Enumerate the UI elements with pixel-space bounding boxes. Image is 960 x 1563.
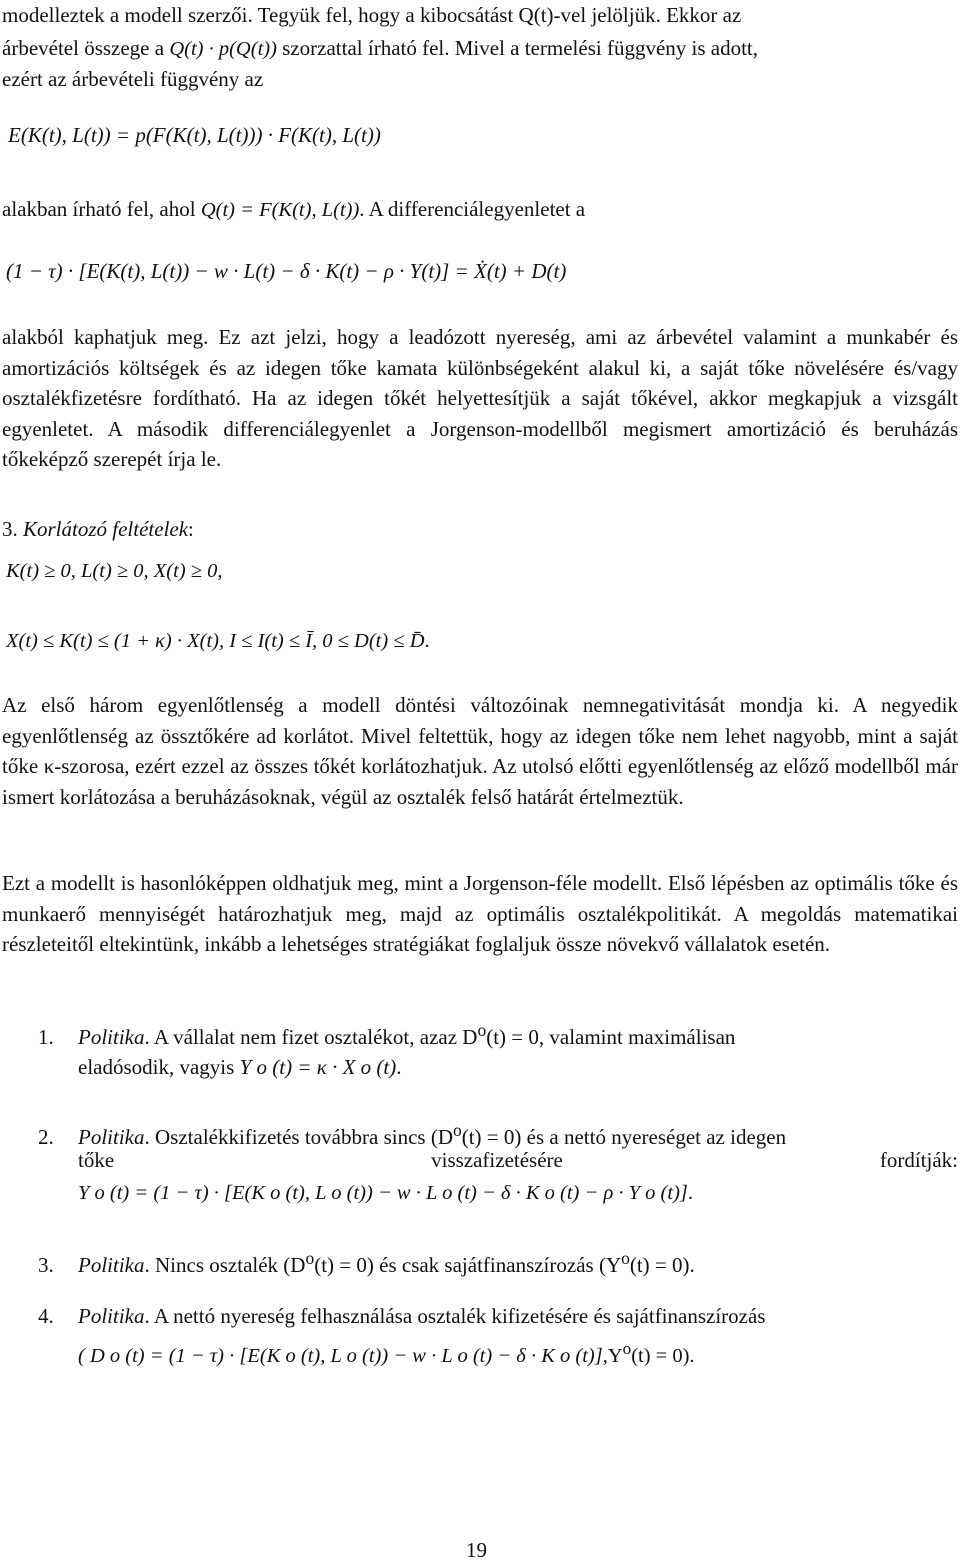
superscript: o [477, 1020, 487, 1040]
constraint-bounds [6, 626, 430, 656]
paragraph-1-line-2 [2, 33, 758, 64]
equation-span: Y o (t) = (1 − τ) · [E(K o (t), L o (t)) − w · L o (t) − δ · K o (t) − ρ · Y o (t)] [78, 1182, 688, 1204]
policy-4-line-2 [78, 1334, 695, 1371]
policy-2-line-2 [78, 1145, 958, 1175]
policy-3 [38, 1242, 958, 1282]
policy-2-equation [78, 1178, 693, 1208]
heading-text: Korlátozó feltételek [23, 517, 189, 541]
text-span: alakból kaphatjuk meg. Ez azt jelzi, hogy a leadózott nyereség, ami az árbevétel valamint a munkabér és amortizációs költségek és az idegen tőke kamata különbségeként alakul ki, a saját tőke növelésére és/vagy osztalékfizetésre fordítható. Ha az idegen tőkét helyettesítjük a saját tőkével, akkor megkapjuk a vizsgált egyenletet. A második differenciálegyenlet a Jorgenson-modellből megismert amortizáció és beruházás tőkeképző szerepét írja le. [2, 325, 958, 471]
section-heading [2, 514, 194, 544]
text-span: fordítják: [879, 1148, 958, 1172]
text-span: (t) = 0, valamint maximálisan [486, 1025, 736, 1049]
policy-number: 3. [38, 1253, 54, 1277]
superscript: o [305, 1248, 315, 1268]
policy-title: Politika [78, 1025, 145, 1049]
paragraph-1-line-1 [2, 0, 741, 30]
constraint-nonnegativity [6, 556, 223, 586]
paragraph-2 [2, 194, 585, 225]
text-span: árbevétel összege a [2, 36, 165, 60]
constraint-2-punct: . [424, 630, 430, 652]
equation-inline-revenue: Q(t) · p(Q(t)) [169, 38, 277, 60]
text-span: . Nincs osztalék (D [144, 1253, 306, 1277]
paragraph-4 [2, 690, 958, 812]
text-span: (t) = 0). [631, 1344, 695, 1367]
text-span: (t) = 0). [629, 1253, 695, 1277]
text-span: . A vállalat nem fizet osztalékot, azaz D [144, 1025, 478, 1049]
heading-colon: : [188, 517, 194, 541]
text-span: Az első három egyenlőtlenség a modell döntési változóinak nemnegativitását mondja ki. A negyedik egyenlőtlenség az össztőkére ad korlátot. Mivel feltettük, hogy az idegen tőke nem lehet nagyobb, mint a saját tőke κ-szorosa, ezért ezzel az összes tőkét korlátozhatjuk. Az utolsó előtti egyenlőtlenség az előző modellből már ismert korlátozása a beruházásoknak, végül az osztalék felső határát értelmeztük. [2, 693, 958, 809]
text-span: visszafizetésére [431, 1148, 563, 1172]
text-span: szorzattal írható fel. Mivel a termelési függvény is adott, [282, 36, 759, 60]
paragraph-1-line-3 [2, 64, 263, 94]
policy-title: Politika [78, 1253, 145, 1277]
equation-inline-output: Q(t) = F(K(t), L(t)) [200, 199, 360, 221]
paragraph-5 [2, 868, 958, 960]
policy-4-equation: ( D o (t) = (1 − τ) · [E(K o (t), L o (t)) − w · L o (t) − δ · K o (t)] [78, 1344, 603, 1367]
text-span: Ezt a modellt is hasonlóképpen oldhatjuk meg, mint a Jorgenson-féle modellt. Első lépésben az optimális tőke és munkaerő mennyiségét határozhatjuk meg, majd az optimális osztalékpolitikát. A megoldás matematikai részleteitől eltekintünk, inkább a lehetséges stratégiákat foglaljuk össze növekvő vállalatok esetén. [2, 871, 958, 956]
policy-number: 2. [38, 1125, 54, 1149]
text-span: (t) = 0) és a nettó nyereséget az idegen [461, 1125, 787, 1149]
constraint-2-expr: X(t) ≤ K(t) ≤ (1 + κ) · X(t), I ≤ I(t) ≤ Ī, 0 ≤ D(t) ≤ D̄ [6, 630, 425, 652]
text-span: . [396, 1055, 402, 1079]
policy-1-equation: Y o (t) = κ · X o (t) [239, 1055, 397, 1079]
text-span: alakban írható fel, ahol [2, 197, 196, 221]
superscript: o [621, 1248, 630, 1268]
policy-number: 1. [38, 1025, 54, 1049]
text-span: modelleztek a modell szerzői. Tegyük fel, hogy a kibocsátást Q(t)-vel jelöljük. Ekkor az [2, 3, 742, 27]
text-span: . Osztalékkifizetés továbbra sincs (D [144, 1125, 453, 1149]
superscript: o [452, 1120, 462, 1140]
equation-differential: (1 − τ) · [E(K(t), L(t)) − w · L(t) − δ · K(t) − ρ · Y(t)] = Ẋ(t) + D(t) [6, 259, 567, 283]
text-span: (t) = 0) és csak sajátfinanszírozás (Y [314, 1253, 622, 1277]
text-span: . A nettó nyereség felhasználása osztalék kifizetésére és sajátfinanszírozás [144, 1304, 766, 1328]
policy-1 [38, 1014, 958, 1054]
superscript: o [622, 1339, 632, 1358]
policy-1-line-2 [78, 1052, 401, 1082]
policy-4 [38, 1300, 958, 1333]
policy-number: 4. [38, 1304, 54, 1328]
page-number: 19 [466, 1538, 487, 1562]
constraint-1-expr: K(t) ≥ 0, L(t) ≥ 0, X(t) ≥ 0 [6, 560, 218, 582]
text-span: tőke [78, 1148, 115, 1172]
text-span: . [687, 1182, 694, 1204]
text-span: eladósodik, vagyis [78, 1055, 235, 1079]
text-span: ezért az árbevételi függvény az [2, 67, 264, 91]
heading-number: 3. [2, 517, 18, 541]
equation-revenue-function: E(K(t), L(t)) = p(F(K(t), L(t))) · F(K(t), L(t)) [8, 123, 381, 147]
paragraph-3 [2, 322, 958, 475]
constraint-1-punct: , [217, 560, 223, 582]
policy-title: Politika [78, 1304, 145, 1328]
policy-title: Politika [78, 1125, 145, 1149]
text-span: ,Y [602, 1344, 623, 1367]
text-span: . A differenciálegyenletet a [359, 197, 586, 221]
